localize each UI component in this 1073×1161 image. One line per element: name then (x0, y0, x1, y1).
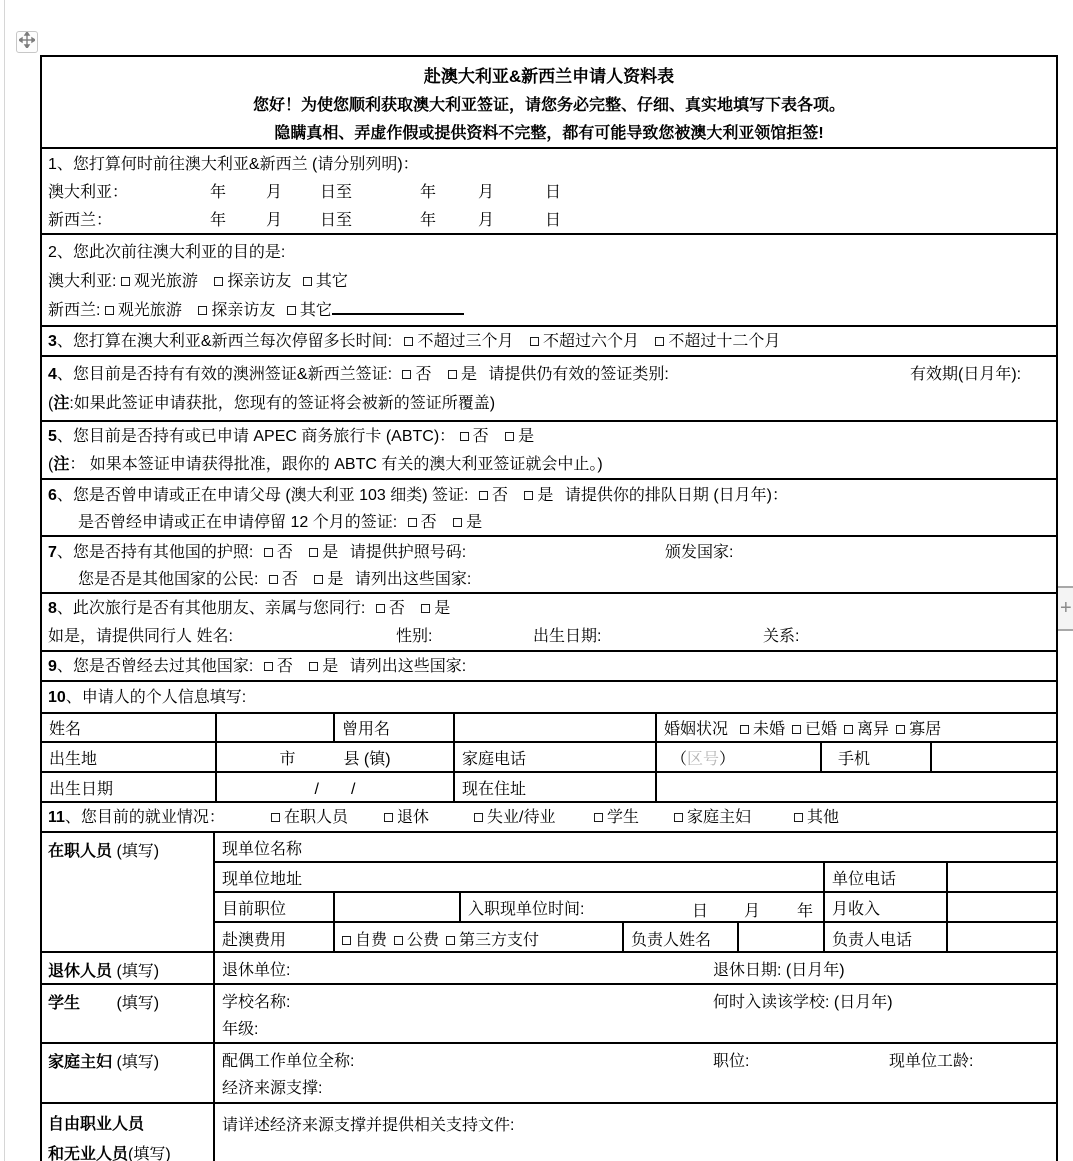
checkbox-icon[interactable] (314, 575, 323, 584)
s7-citizen-question: 您是否是其他国家的公民: (78, 571, 259, 588)
s4-question: 、您目前是否持有有效的澳洲签证&新西兰签证: (56, 366, 393, 383)
checkbox-icon[interactable] (674, 813, 683, 822)
checkbox-icon[interactable] (655, 337, 664, 346)
date-day-label: 日 (545, 184, 562, 201)
checkbox-icon[interactable] (479, 491, 488, 500)
section-9 (42, 652, 1056, 682)
option-no: 否 (415, 366, 432, 383)
empty-cell[interactable] (655, 773, 1056, 801)
section-11 (42, 803, 1056, 833)
date-month-label: 月 (744, 903, 761, 920)
page-edge-line (4, 0, 5, 1161)
section-7 (42, 537, 1056, 594)
spouse-years-label: 现单位工龄: (889, 1053, 974, 1070)
position-row (215, 893, 1056, 923)
checkbox-icon[interactable] (198, 306, 207, 315)
marital-status-cell (655, 714, 1056, 741)
date-month-label: 月 (266, 184, 283, 201)
area-code-cell[interactable] (655, 743, 820, 771)
s8-gender-label: 性别: (396, 628, 433, 645)
checkbox-icon[interactable] (271, 813, 280, 822)
checkbox-icon[interactable] (105, 306, 114, 315)
option-no: 否 (491, 487, 508, 504)
fill-in-blank-line[interactable] (332, 301, 464, 315)
address-label-cell (453, 773, 655, 801)
checkbox-icon[interactable] (408, 518, 417, 527)
section-3 (42, 327, 1056, 357)
form-intro-line2: 隐瞒真相、弄虚作假或提供资料不完整，都有可能导致您被澳大利亚领馆拒签! (274, 125, 824, 142)
checkbox-icon[interactable] (446, 936, 455, 945)
section-number: 11 (48, 809, 65, 826)
mobile-label-cell (820, 743, 930, 771)
s1-au-label: 澳大利亚： (48, 184, 129, 201)
employer-address-label: 现单位地址 (222, 870, 303, 888)
expenses-options-cell (333, 923, 622, 953)
s8-line2 (48, 623, 1056, 651)
fill-note: (填写) (128, 1146, 171, 1161)
home-phone-label: 家庭电话 (462, 750, 527, 768)
s4-note-line (48, 390, 1056, 418)
option-no: 否 (472, 428, 489, 445)
form-title: 赴澳大利亚&新西兰申请人资料表 (423, 67, 675, 86)
option-yes: 是 (322, 544, 339, 561)
employed-block (42, 833, 1056, 953)
fill-note: (填写) (116, 1054, 160, 1071)
dob-label-cell (42, 773, 215, 801)
dob-label: 出生日期 (49, 780, 114, 798)
empty-cell[interactable] (946, 923, 1056, 953)
financial-support-label: 经济来源支撑: (222, 1080, 323, 1097)
option-label: 观光旅游 (133, 273, 198, 290)
retired-block (42, 953, 1056, 985)
retired-unit-label: 退休单位: (222, 962, 291, 979)
checkbox-icon[interactable] (460, 432, 469, 441)
checkbox-icon[interactable] (309, 548, 318, 557)
city-county-cell[interactable] (215, 743, 453, 771)
work-phone-cell (823, 863, 946, 891)
s11-heading: 、您目前的就业情况： (64, 809, 225, 826)
option-label: 第三方支付 (459, 931, 540, 949)
empty-cell[interactable] (333, 893, 459, 921)
table-move-handle[interactable] (16, 31, 38, 53)
table-add-column-handle[interactable] (1058, 586, 1073, 631)
freelance-content[interactable] (215, 1104, 1056, 1161)
join-date-cell[interactable] (459, 893, 823, 921)
note-bold: 注 (53, 395, 70, 412)
s8-question: 、此次旅行是否有其他朋友、亲属与您同行: (56, 600, 366, 617)
housewife-content[interactable] (215, 1044, 1056, 1102)
employer-name-cell[interactable] (215, 833, 1056, 861)
checkbox-icon[interactable] (896, 725, 905, 734)
s7-passport-number-label: 请提供护照号码: (349, 544, 467, 561)
income-label: 月收入 (832, 900, 881, 918)
section-1 (42, 149, 1056, 235)
paren-open: （ (671, 750, 688, 768)
date-year-label: 年 (210, 184, 227, 201)
section-number: 9 (48, 658, 57, 675)
personal-row-dob (42, 773, 1056, 803)
checkbox-icon[interactable] (474, 813, 483, 822)
s7-issuing-country-label: 颁发国家: (665, 544, 734, 561)
freelance-block (42, 1104, 1056, 1161)
checkbox-icon[interactable] (404, 337, 413, 346)
date-dayto-label: 日至 (320, 184, 353, 201)
position-label: 目前职位 (222, 900, 287, 918)
birthplace-label: 出生地 (49, 750, 98, 768)
grade-label: 年级: (222, 1021, 259, 1038)
option-yes: 是 (434, 600, 451, 617)
retired-date-label: 退休日期: (日月年) (713, 962, 845, 979)
student-content[interactable] (215, 985, 1056, 1042)
option-label: 不超过三个月 (417, 333, 514, 350)
s1-nz-label: 新西兰： (48, 212, 113, 229)
s8-line1 (48, 595, 1056, 623)
section-number: 3 (48, 333, 57, 350)
option-yes: 是 (460, 366, 477, 383)
option-no: 否 (276, 544, 293, 561)
s7-line1 (48, 539, 1056, 566)
option-label: 退休 (397, 809, 430, 826)
date-year-label: 年 (210, 212, 227, 229)
section-5 (42, 422, 1056, 480)
option-no: 否 (388, 600, 405, 617)
address-label: 现在住址 (462, 780, 527, 798)
s7-line2 (48, 566, 1056, 593)
date-day-label: 日 (692, 903, 709, 920)
dob-value-cell[interactable] (215, 773, 453, 801)
date-day-label: 日 (545, 212, 562, 229)
marital-label: 婚姻状况 (664, 721, 729, 738)
checkbox-icon[interactable] (740, 725, 749, 734)
employer-name-row (215, 833, 1056, 863)
dob-slashes: / / (314, 780, 356, 798)
s8-relation-label: 关系: (763, 628, 800, 645)
birthplace-label-cell (42, 743, 215, 771)
section-number: 8 (48, 600, 57, 617)
mobile-label: 手机 (838, 750, 871, 768)
area-code-placeholder: 区号 (687, 750, 720, 768)
s2-newzealand-purpose (48, 296, 1056, 325)
checkbox-icon[interactable] (530, 337, 539, 346)
option-label: 自费 (355, 931, 388, 949)
name-label-cell (42, 714, 215, 741)
housewife-label: 家庭主妇 (48, 1054, 113, 1071)
date-month-label: 月 (478, 184, 495, 201)
fill-note: (填写) (116, 963, 160, 980)
former-name-label-cell (333, 714, 453, 741)
checkbox-icon[interactable] (794, 813, 803, 822)
date-year-label: 年 (420, 184, 437, 201)
checkbox-icon[interactable] (421, 604, 430, 613)
option-yes: 是 (327, 571, 344, 588)
note-text: ： 如果本签证申请获得批准，跟你的 ABTC 有关的澳大利亚签证就会中止。) (69, 456, 603, 473)
option-label: 不超过十二个月 (668, 333, 781, 350)
application-form-table (40, 55, 1058, 1161)
checkbox-icon[interactable] (524, 491, 533, 500)
manager-phone-label: 负责人电话 (832, 931, 913, 949)
retired-label: 退休人员 (48, 963, 113, 980)
s3-question: 、您打算在澳大利亚&新西兰每次停留多长时间: (56, 333, 393, 350)
option-label: 观光旅游 (117, 302, 182, 319)
manager-phone-label-cell (823, 923, 946, 953)
move-arrows-icon (19, 32, 35, 53)
employed-rows (215, 833, 1056, 951)
position-label-cell (215, 893, 333, 921)
checkbox-icon[interactable] (505, 432, 514, 441)
checkbox-icon[interactable] (309, 662, 318, 671)
s2-australia-purpose (48, 267, 1056, 296)
s9-question: 、您是否曾经去过其他国家: (56, 658, 254, 675)
checkbox-icon[interactable] (264, 662, 273, 671)
option-label: 其他 (807, 809, 840, 826)
section-2 (42, 235, 1056, 327)
retired-content[interactable] (215, 953, 1056, 983)
checkbox-icon[interactable] (453, 518, 462, 527)
school-name-label: 学校名称: (222, 994, 291, 1011)
s2-nz-label: 新西兰: (48, 302, 101, 319)
expenses-label: 赴澳费用 (222, 931, 287, 949)
manager-name-label: 负责人姓名 (631, 931, 712, 949)
retired-label-cell (42, 953, 215, 983)
date-month-label: 月 (478, 212, 495, 229)
section-8 (42, 594, 1056, 652)
option-label: 离异 (857, 721, 890, 738)
s5-note-line (48, 451, 1056, 479)
former-name-label: 曾用名 (342, 721, 391, 738)
option-label: 寡居 (909, 721, 942, 738)
employer-address-row (215, 863, 1056, 893)
option-label: 家庭主妇 (687, 809, 752, 826)
checkbox-icon[interactable] (214, 277, 223, 286)
s6-line2 (48, 509, 1056, 536)
option-label: 失业/待业 (487, 809, 556, 826)
s2-au-label: 澳大利亚: (48, 273, 117, 290)
section-number: 4 (48, 366, 57, 383)
checkbox-icon[interactable] (342, 936, 351, 945)
option-label: 其它 (299, 302, 332, 319)
empty-cell[interactable] (930, 743, 1056, 771)
note-paren: ( (48, 395, 54, 412)
income-label-cell (823, 893, 946, 921)
s6-queue-date-label: 请提供你的排队日期 (日月年)： (564, 487, 788, 504)
section-6 (42, 480, 1056, 537)
employed-label-cell (42, 833, 215, 951)
student-label: 学生 (48, 995, 81, 1012)
option-label: 探亲访友 (211, 302, 276, 319)
checkbox-icon[interactable] (402, 370, 411, 379)
option-yes: 是 (466, 514, 483, 531)
note-paren: ( (48, 456, 54, 473)
s6-sub-question: 是否曾经申请或正在申请停留 12 个月的签证: (78, 514, 398, 531)
option-no: 否 (276, 658, 293, 675)
empty-cell[interactable] (453, 714, 655, 741)
freelance-label-cell (42, 1104, 215, 1161)
option-label: 公费 (407, 931, 440, 949)
date-year-label: 年 (420, 212, 437, 229)
s1-newzealand-dates (48, 207, 1056, 235)
option-label: 在职人员 (284, 809, 349, 826)
option-yes: 是 (518, 428, 535, 445)
personal-row-birthplace (42, 743, 1056, 773)
date-year-label: 年 (797, 903, 814, 920)
enroll-date-label: 何时入读该学校: (日月年) (713, 994, 893, 1011)
section-number: 10 (48, 689, 66, 706)
checkbox-icon[interactable] (264, 548, 273, 557)
student-label-cell (42, 985, 215, 1042)
s5-question-line (48, 423, 1056, 451)
option-no: 否 (420, 514, 437, 531)
freelance-instruction: 请详述经济来源支撑并提供相关支持文件: (222, 1117, 515, 1134)
s9-list-countries-label: 请列出这些国家: (349, 658, 467, 675)
empty-cell[interactable] (946, 863, 1056, 891)
student-block (42, 985, 1056, 1044)
freelance-label-line2: 和无业人员 (48, 1146, 129, 1161)
s2-heading: 2、您此次前往澳大利亚的目的是: (48, 244, 286, 261)
fill-note: (填写) (116, 843, 160, 860)
city-county-label: 市 县 (镇) (279, 750, 391, 768)
checkbox-icon[interactable] (394, 936, 403, 945)
option-label: 不超过六个月 (542, 333, 639, 350)
date-month-label: 月 (266, 212, 283, 229)
section-number: 7 (48, 544, 57, 561)
s1-heading: 1、您打算何时前往澳大利亚&新西兰 (请分别列明)： (48, 156, 419, 173)
s10-heading: 、申请人的个人信息填写: (65, 689, 247, 706)
option-label: 学生 (607, 809, 640, 826)
date-dayto-label: 日至 (320, 212, 353, 229)
housewife-block (42, 1044, 1056, 1104)
option-yes: 是 (322, 658, 339, 675)
expenses-label-cell (215, 923, 333, 953)
checkbox-icon[interactable] (303, 277, 312, 286)
paren-close: ） (719, 750, 736, 768)
housewife-label-cell (42, 1044, 215, 1102)
checkbox-icon[interactable] (376, 604, 385, 613)
empty-cell[interactable] (215, 714, 333, 741)
section-4 (42, 357, 1056, 422)
checkbox-icon[interactable] (792, 725, 801, 734)
section-10 (42, 682, 1056, 714)
personal-row-name (42, 714, 1056, 743)
s4-visa-type-label: 请提供仍有效的签证类别: (488, 366, 669, 383)
option-label: 探亲访友 (227, 273, 292, 290)
section-number: 5 (48, 428, 57, 445)
fill-note: (填写) (116, 995, 160, 1012)
checkbox-icon[interactable] (384, 813, 393, 822)
option-label: 已婚 (805, 721, 838, 738)
form-header (42, 57, 1056, 149)
s4-validity-label: 有效期(日月年): (910, 366, 1022, 383)
option-yes: 是 (537, 487, 554, 504)
s4-question-line (48, 360, 1056, 390)
manager-name-label-cell (622, 923, 737, 953)
plus-icon: + (1060, 597, 1072, 619)
s6-line1 (48, 482, 1056, 509)
s7-question: 、您是否持有其他国的护照: (56, 544, 254, 561)
employed-label: 在职人员 (48, 843, 113, 860)
employer-name-label: 现单位名称 (222, 840, 303, 858)
spouse-position-label: 职位: (713, 1053, 750, 1070)
employer-address-cell[interactable] (215, 863, 823, 891)
option-no: 否 (281, 571, 298, 588)
checkbox-icon[interactable] (594, 813, 603, 822)
checkbox-icon[interactable] (269, 575, 278, 584)
home-phone-label-cell (453, 743, 655, 771)
freelance-label-line1: 自由职业人员 (48, 1116, 145, 1133)
checkbox-icon[interactable] (448, 370, 457, 379)
empty-cell[interactable] (737, 923, 823, 953)
s1-australia-dates (48, 179, 1056, 207)
expenses-row (215, 923, 1056, 953)
spouse-employer-label: 配偶工作单位全称: (222, 1053, 355, 1070)
checkbox-icon[interactable] (287, 306, 296, 315)
s6-question: 、您是否曾申请或正在申请父母 (澳大利亚 103 细类) 签证: (56, 487, 469, 504)
s5-question: 、您目前是否持有或已申请 APEC 商务旅行卡 (ABTC)： (56, 428, 456, 445)
s7-list-countries-label: 请列出这些国家: (354, 571, 472, 588)
form-intro-line1: 您好！为使您顺利获取澳大利亚签证，请您务必完整、仔细、真实地填写下表各项。 (252, 97, 845, 114)
s8-companion-name-label: 如是，请提供同行人 姓名: (48, 628, 233, 645)
work-phone-label: 单位电话 (832, 870, 897, 888)
note-bold: 注 (53, 456, 70, 473)
join-date-label: 入职现单位时间: (468, 900, 585, 918)
checkbox-icon[interactable] (121, 277, 130, 286)
s8-dob-label: 出生日期: (533, 628, 602, 645)
name-label: 姓名 (49, 721, 82, 738)
note-text: :如果此签证申请获批，您现有的签证将会被新的签证所覆盖) (69, 395, 496, 412)
checkbox-icon[interactable] (844, 725, 853, 734)
section-number: 6 (48, 487, 57, 504)
option-label: 其它 (315, 273, 348, 290)
option-label: 未婚 (753, 721, 786, 738)
empty-cell[interactable] (946, 893, 1056, 921)
